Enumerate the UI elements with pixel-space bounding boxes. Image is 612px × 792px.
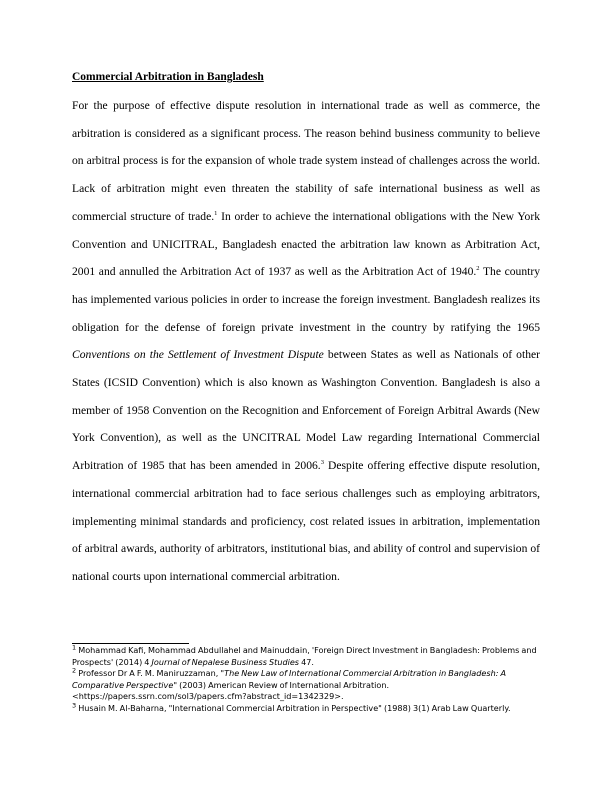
footnote-italic-text: Journal of Nepalese Business Studies	[151, 656, 300, 667]
footnote-number: 2	[72, 666, 77, 675]
footnotes	[72, 645, 542, 715]
paragraph-text: For the purpose of effective dispute resolution in international trade as well as commerce, the arbitration is considered as a significant process. The reason behind business community to believe on arbitral process is for the expansion of whole trade system instead of challenges across the world. Lack of arbitration might even threaten the stability of safe international business as well as commercial structure of trade.	[72, 99, 540, 223]
footnote-text: Husain M. Al-Baharna, "International Commercial Arbitration in Perspective" (1988) 3(1) Arab Law Quarterly.	[76, 702, 511, 713]
footnote-ref-2[interactable]: 2	[476, 265, 480, 273]
footnote-2	[72, 668, 542, 703]
footnote-number: 1	[72, 643, 77, 652]
paragraph-text: Despite offering effective dispute resolution, international commercial arbitration had to face serious challenges such as employing arbitrators, implementing minimal standards and proficiency, cost related issues in arbitration, implementation of arbitral awards, authority of arbitrators, institutional bias, and ability of control and supervision of national courts upon international commercial arbitration.	[72, 459, 540, 583]
paragraph-text: In order to achieve the international obligations with the New York Convention and UNICITRAL, Bangladesh enacted the arbitration law known as Arbitration Act, 2001 and annulled the Arbitration Act of 1937 as well as the Arbitration Act of 1940.	[72, 209, 540, 279]
paragraph-italic-text: Conventions on the Settlement of Investment Dispute	[72, 348, 324, 362]
main-content	[72, 70, 540, 591]
footnote-text: 47.	[299, 656, 314, 667]
footnote-separator	[72, 643, 189, 644]
footnote-italic-text: The New Law of International Commercial Arbitration in Bangladesh: A Comparative Perspective	[72, 668, 507, 690]
document-title: Commercial Arbitration in Bangladesh	[72, 71, 264, 83]
footnote-text: Mohammad Kafi, Mohammad Abdullahel and Mainuddain, 'Foreign Direct Investment in Bangladesh: Problems and Prospects' (2014) 4	[72, 645, 537, 667]
paragraph-text: between States as well as Nationals of other States (ICSID Convention) which is also known as Washington Convention. Bangladesh is also a member of 1958 Convention on the Recognition and Enforcement of Foreign Arbitral Awards (New York Convention), as well as the UNCITRAL Model Law regarding International Commercial Arbitration of 1985 that has been amended in 2006.	[72, 348, 541, 473]
body-paragraph	[72, 92, 540, 591]
footnote-link[interactable]: " (2003) American Review of International Arbitration. <https://papers.ssrn.com/sol3/papers.cfm?abstract_id=1342329>.	[72, 679, 390, 702]
footnote-number: 3	[72, 701, 77, 710]
footnote-3	[72, 703, 542, 715]
paragraph-text: The country has implemented various policies in order to increase the foreign investment. Bangladesh realizes its obligation for the defense of foreign private investment in the country by ratifying the 1965	[72, 265, 540, 334]
footnote-1	[72, 645, 542, 668]
footnote-ref-3[interactable]: 3	[320, 459, 324, 467]
footnote-ref-1[interactable]: 1	[214, 209, 218, 217]
footnote-text: Professor Dr A F. M. Maniruzzaman, "	[76, 668, 225, 679]
